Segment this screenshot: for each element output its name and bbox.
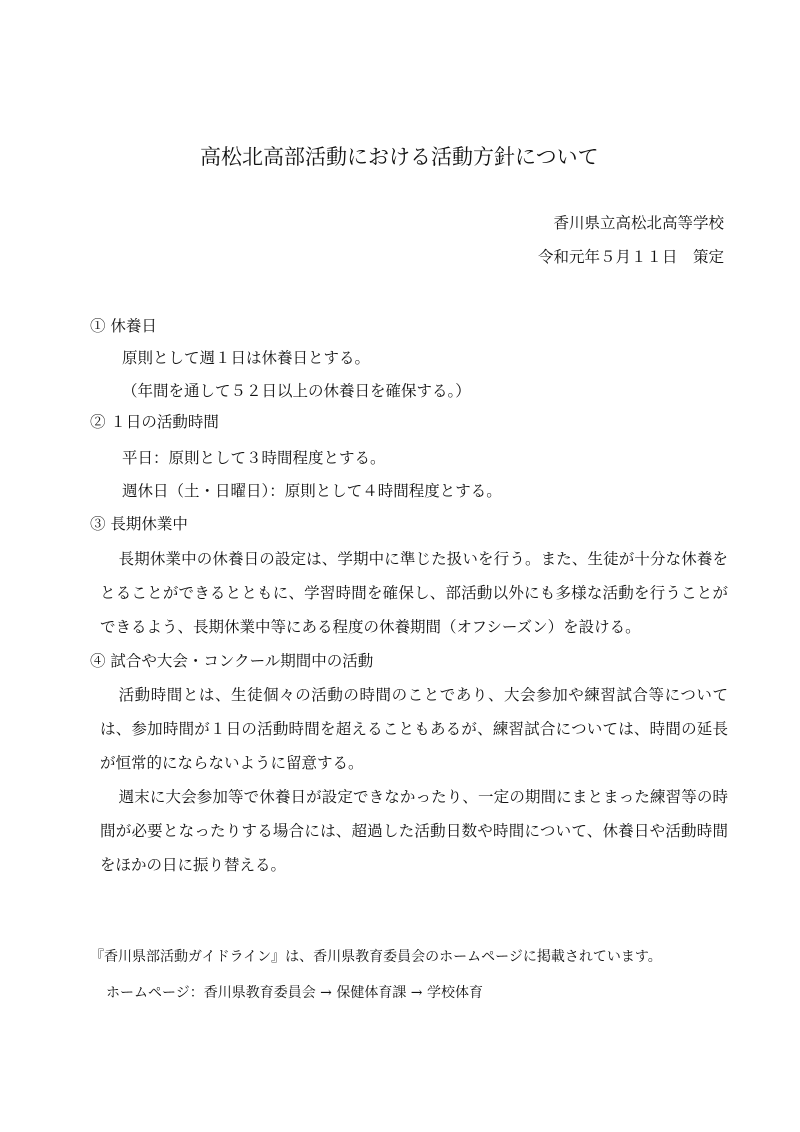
section-line: 週休日（土・日曜日）：原則として４時間程度とする。	[122, 482, 502, 500]
section-line: （年間を通して５２日以上の休養日を確保する。）	[122, 382, 471, 400]
section-heading-competition-period: ④ 試合や大会・コンクール期間中の活動	[90, 652, 374, 670]
guideline-note: 『香川県部活動ガイドライン』は、香川県教育委員会のホームページに掲載されています。	[90, 949, 662, 965]
section-line: 平日：原則として３時間程度とする。	[122, 449, 386, 467]
section-heading-rest-days: ① 休養日	[90, 317, 157, 335]
established-date: 令和元年５月１１日 策定	[537, 248, 724, 266]
section-heading-long-vacation: ③ 長期休業中	[90, 515, 188, 533]
section-paragraph: 長期休業中の休養日の設定は、学期中に準じた扱いを行う。また、生徒が十分な休養をとることができるとともに、学習時間を確保し、部活動以外にも多様な活動を行うことができるよう、長期休業中等にある程度の休養期間（オフシーズン）を設ける。	[100, 550, 728, 637]
section-paragraph: 活動時間とは、生徒個々の活動の時間のことであり、大会参加や練習試合等については、参加時間が１日の活動時間を超えることもあるが、練習試合については、時間の延長が恒常的にならないように留意する。	[100, 686, 728, 773]
homepage-path: ホームページ：香川県教育委員会 → 保健体育課 → 学校体育	[106, 985, 483, 1001]
section-paragraph: 週末に大会参加等で休養日が設定できなかったり、一定の期間にまとまった練習等の時間が必要となったりする場合には、超過した活動日数や時間について、休養日や活動時間をほかの日に振り替える。	[100, 788, 728, 875]
section-line: 原則として週１日は休養日とする。	[122, 349, 371, 367]
document-title: 高松北高部活動における活動方針について	[200, 145, 599, 169]
school-name: 香川県立高松北高等学校	[553, 214, 724, 232]
section-heading-daily-hours: ② １日の活動時間	[90, 413, 219, 431]
